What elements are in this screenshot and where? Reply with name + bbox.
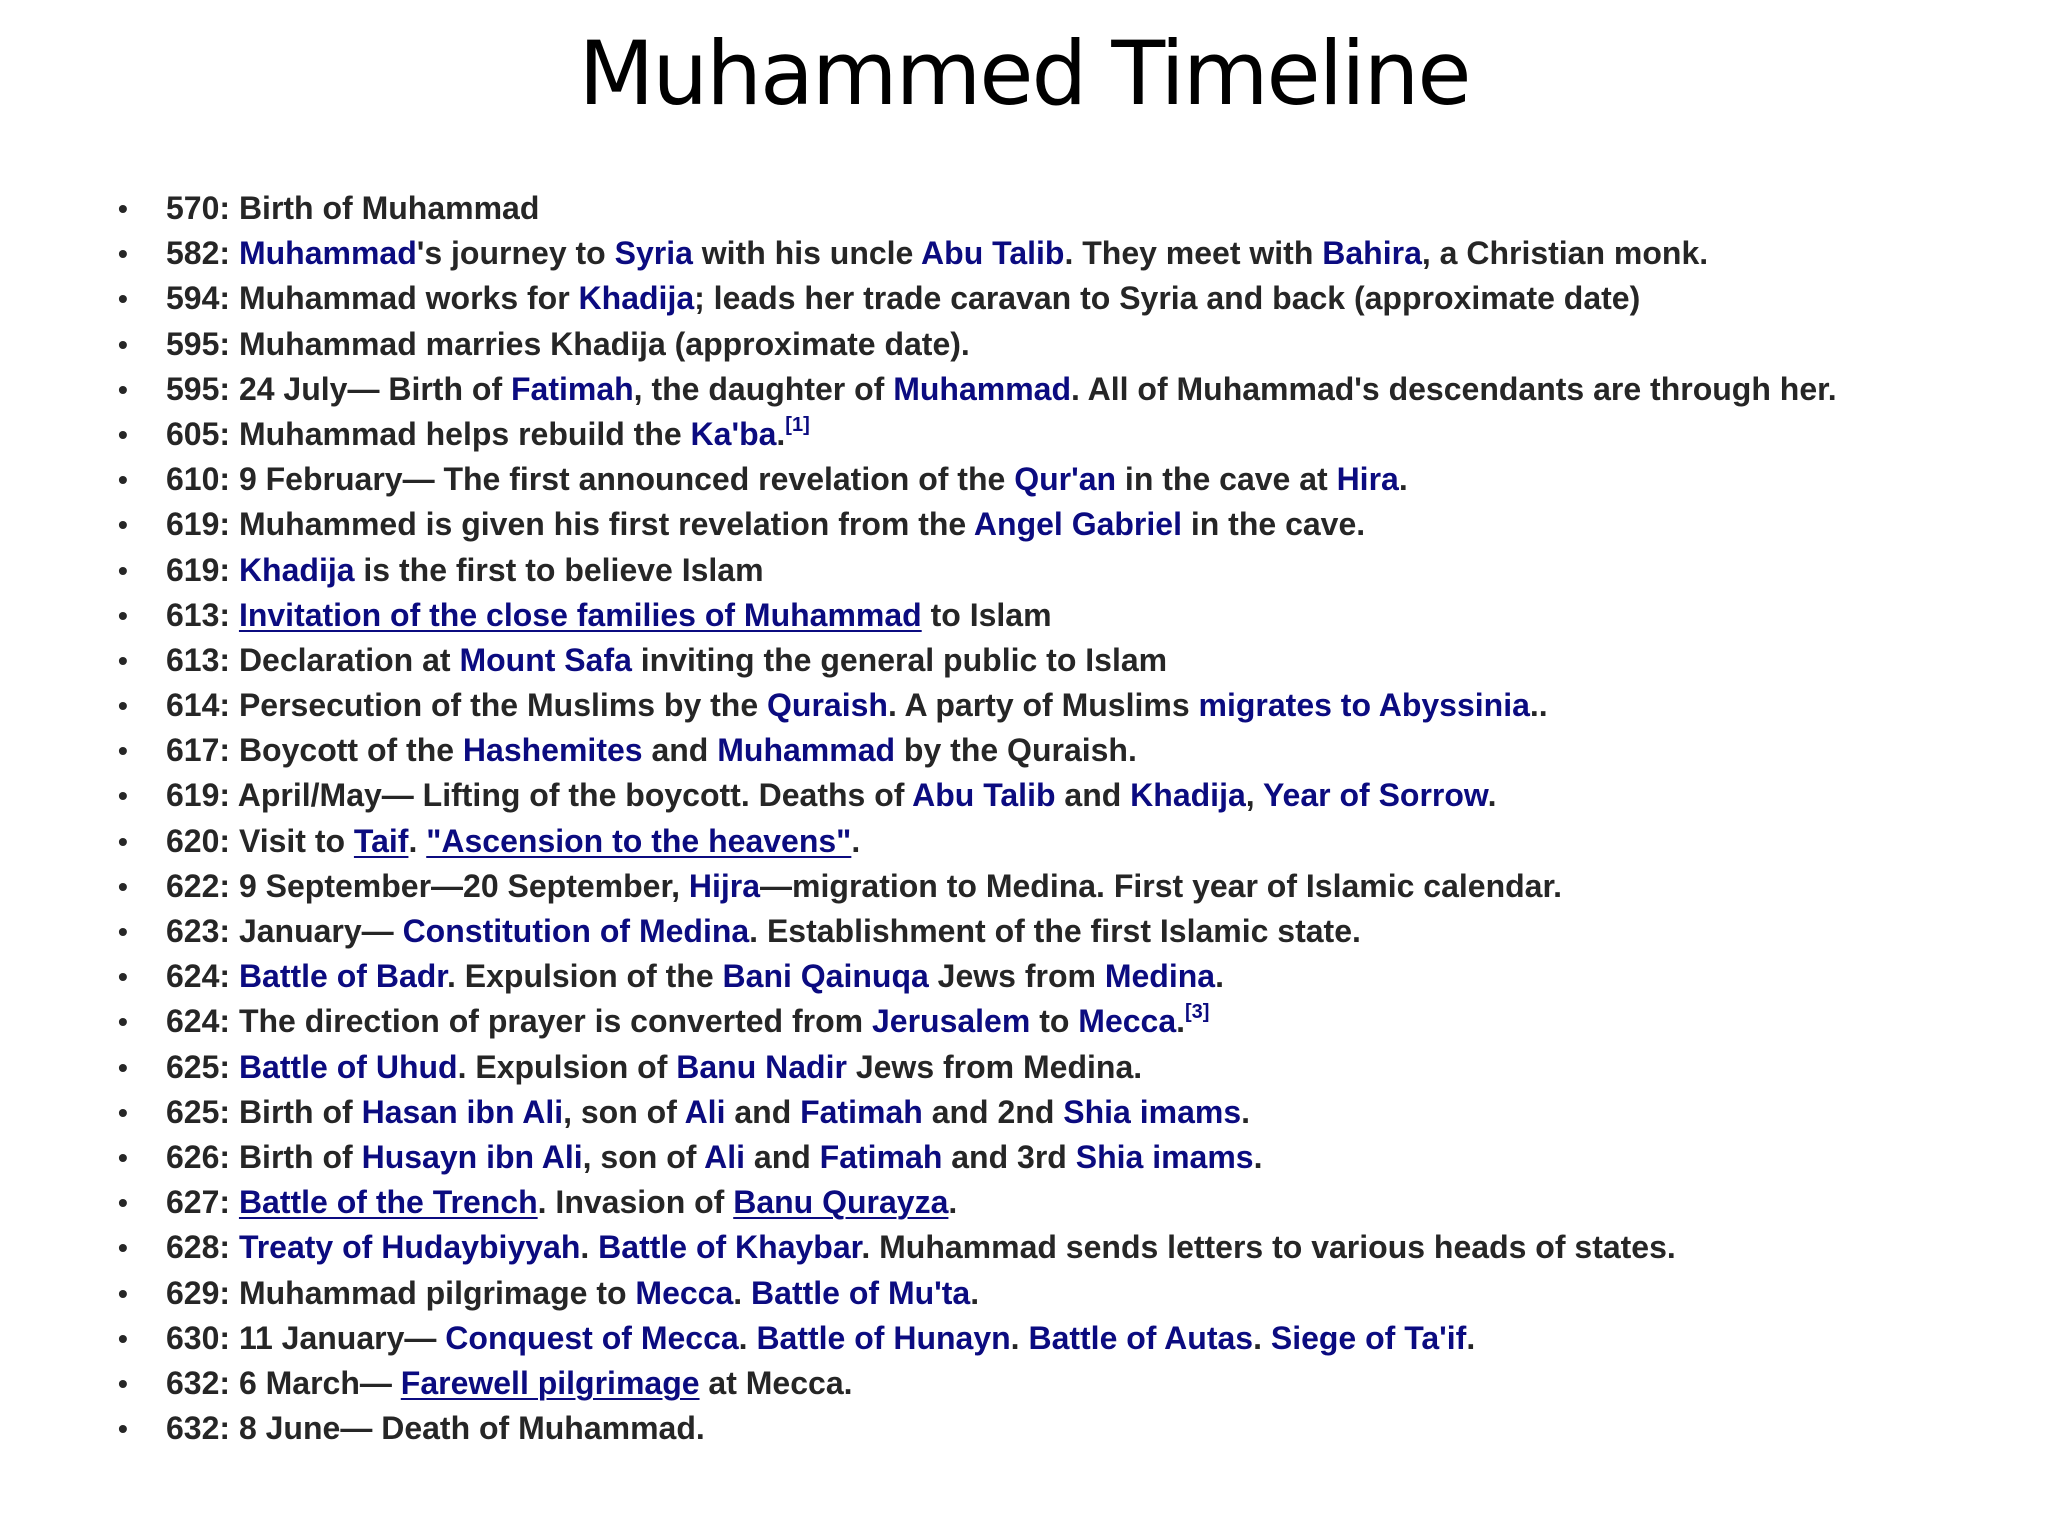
item-text: . [733, 1274, 752, 1311]
item-text: . [1010, 1319, 1029, 1356]
bullet-icon: • [118, 1187, 128, 1219]
bullet-icon: • [118, 193, 128, 224]
inline-link[interactable]: Battle of Khaybar [598, 1229, 862, 1266]
item-text: 629: Muhammad pilgrimage to [166, 1274, 636, 1311]
timeline-item [118, 593, 2028, 638]
item-text: . [1253, 1319, 1271, 1356]
item-text: . Invasion of [537, 1184, 734, 1221]
item-text: and [745, 1138, 820, 1175]
item-text: Jews from Medina. [846, 1048, 1143, 1085]
item-text: and [1055, 777, 1131, 814]
item-text: 594: Muhammad works for [166, 280, 579, 317]
item-text: . Expulsion of the [446, 958, 723, 995]
inline-link[interactable]: Khadija [238, 551, 355, 588]
inline-link[interactable]: Battle of Hunayn [756, 1319, 1011, 1356]
bullet-icon: • [118, 1413, 128, 1445]
citation-link[interactable]: [3] [1185, 1001, 1210, 1024]
inline-link[interactable]: Quraish [767, 687, 888, 724]
inline-link[interactable]: Mecca [635, 1274, 734, 1311]
item-text: 617: Boycott of the [166, 732, 463, 769]
timeline-item [118, 683, 2028, 728]
item-text: and [642, 732, 718, 769]
bullet-icon: • [118, 464, 128, 496]
inline-link[interactable]: Siege of Ta'if [1270, 1319, 1467, 1356]
inline-link[interactable]: Fatimah [819, 1138, 943, 1175]
bullet-icon: • [118, 1277, 128, 1309]
bullet-icon: • [118, 1006, 128, 1038]
item-text: in the cave at [1116, 461, 1337, 498]
item-text: inviting the general public to Islam [631, 641, 1168, 678]
item-text: . [738, 1319, 757, 1356]
timeline-item [118, 1406, 2028, 1451]
item-text: 628: [166, 1229, 239, 1266]
inline-link[interactable]: Syria [614, 235, 693, 272]
inline-link[interactable]: Shia imams [1075, 1138, 1254, 1175]
item-text: is the first to believe Islam [354, 551, 764, 588]
item-text: . They meet with [1064, 235, 1323, 272]
bullet-icon: • [118, 825, 128, 857]
item-text: by the Quraish. [895, 732, 1137, 769]
timeline-item [118, 773, 2028, 818]
timeline-item [118, 1135, 2028, 1180]
bullet-icon: • [118, 644, 128, 676]
inline-link-underlined[interactable]: Invitation of the close families of Muhammad [238, 596, 922, 633]
item-text: 595: Muhammad marries Khadija (approximate date). [166, 325, 970, 362]
inline-link[interactable]: Mount Safa [459, 641, 632, 678]
bullet-icon: • [118, 599, 128, 631]
inline-link[interactable]: Muhammad [893, 370, 1072, 407]
item-text: . [580, 1229, 599, 1266]
inline-link[interactable]: Muhammad [717, 732, 896, 769]
bullet-icon: • [118, 916, 128, 947]
item-text: . Muhammad sends letters to various heads of states. [861, 1229, 1676, 1266]
item-text: 632: 8 June— Death of Muhammad. [166, 1410, 705, 1447]
item-text: . [1487, 777, 1497, 814]
bullet-icon: • [118, 373, 128, 405]
inline-link[interactable]: Fatimah [800, 1093, 923, 1130]
item-text: 's journey to [416, 235, 615, 272]
item-text: 610: 9 February— The first announced revelation of the [166, 461, 1015, 498]
bullet-icon: • [118, 780, 128, 812]
item-text: 613: Declaration at [166, 641, 460, 678]
item-text: 625: Birth of [166, 1093, 362, 1130]
inline-link[interactable]: Medina [1104, 958, 1216, 995]
inline-link[interactable]: Mecca [1078, 1003, 1177, 1040]
bullet-icon: • [118, 1322, 128, 1354]
timeline-item [118, 322, 2028, 367]
inline-link[interactable]: Hashemites [462, 732, 643, 769]
item-text: with his uncle [692, 235, 922, 272]
item-text: 613: [166, 596, 239, 633]
item-text: . All of Muhammad's descendants are through her. [1071, 370, 1837, 407]
inline-link-underlined[interactable]: "Ascension to the heavens" [426, 822, 852, 859]
item-text: 614: Persecution of the Muslims by the [166, 687, 768, 724]
item-text: , son of [582, 1138, 705, 1175]
item-text: and [725, 1093, 801, 1130]
item-text: 582: [166, 235, 239, 272]
item-text: . [1253, 1138, 1263, 1175]
item-text: 605: Muhammad helps rebuild the [166, 415, 691, 452]
timeline-item [118, 1361, 2028, 1406]
inline-link[interactable]: Ali [684, 1093, 726, 1130]
bullet-icon: • [118, 238, 128, 270]
timeline-item [118, 1090, 2028, 1135]
inline-link-underlined[interactable]: Banu Qurayza [733, 1184, 949, 1221]
inline-link[interactable]: Muhammad [238, 235, 417, 272]
inline-link-underlined[interactable]: Farewell pilgrimage [400, 1364, 700, 1401]
item-text: . [1398, 461, 1408, 498]
item-text: . [776, 415, 786, 452]
item-text: .. [1529, 687, 1548, 724]
inline-link-underlined[interactable]: Battle of the Trench [238, 1184, 538, 1221]
bullet-icon: • [118, 870, 128, 902]
timeline-item [118, 231, 2028, 276]
item-text: 623: January— [166, 913, 403, 949]
bullet-icon: • [118, 1096, 128, 1128]
item-text: , son of [563, 1093, 685, 1130]
inline-link[interactable]: Battle of Mu'ta [751, 1274, 971, 1311]
inline-link[interactable]: Battle of Badr [238, 958, 447, 995]
item-text: 619: Muhammed is given his first revelation from the [166, 506, 974, 543]
item-text: 632: 6 March— [166, 1364, 401, 1401]
inline-link[interactable]: Abu Talib [921, 235, 1065, 272]
timeline-item [118, 1225, 2028, 1270]
timeline-item [118, 186, 2028, 231]
timeline-list [118, 186, 2028, 1451]
timeline-item [118, 457, 2028, 502]
bullet-icon: • [118, 509, 128, 541]
bullet-icon: • [118, 1051, 128, 1083]
timeline-item [118, 909, 2028, 954]
timeline-item [118, 999, 2028, 1044]
timeline-item [118, 1271, 2028, 1316]
item-text: 570: Birth of Muhammad [166, 190, 540, 226]
item-text: 595: 24 July— Birth of [166, 370, 511, 407]
item-text: and 2nd [922, 1093, 1064, 1130]
item-text: 624: [166, 958, 239, 995]
inline-link[interactable]: migrates to Abyssinia [1198, 687, 1530, 724]
timeline-item [118, 276, 2028, 321]
inline-link[interactable]: Abu Talib [912, 777, 1056, 814]
item-text: . [970, 1274, 980, 1311]
inline-link[interactable]: Treaty of Hudaybiyyah [238, 1229, 581, 1266]
inline-link[interactable]: Hasan ibn Ali [361, 1093, 564, 1130]
item-text: ; leads her trade caravan to Syria and back (approximate date) [694, 280, 1641, 317]
item-text: at Mecca. [699, 1364, 853, 1401]
item-text: 619: [166, 551, 239, 588]
inline-link[interactable]: Qur'an [1014, 461, 1117, 498]
timeline-item [118, 412, 2028, 457]
timeline-item [118, 864, 2028, 909]
citation-link[interactable]: [1] [785, 413, 810, 436]
inline-link[interactable]: Bani Qainuqa [722, 958, 929, 995]
inline-link[interactable]: Khadija [1130, 777, 1246, 814]
item-text: , [1245, 777, 1263, 814]
item-text: , a Christian monk. [1421, 235, 1709, 272]
inline-link[interactable]: Battle of Uhud [238, 1048, 458, 1085]
item-text: 626: Birth of [166, 1138, 362, 1175]
timeline-item [118, 1045, 2028, 1090]
bullet-icon: • [118, 554, 128, 586]
bullet-icon: • [118, 1232, 128, 1264]
inline-link[interactable]: Hira [1336, 461, 1399, 498]
bullet-icon: • [118, 1367, 128, 1399]
item-text: . [1215, 958, 1224, 995]
inline-link[interactable]: Khadija [578, 280, 695, 317]
timeline-item [118, 728, 2028, 773]
inline-link[interactable]: Constitution of Medina [402, 913, 750, 949]
timeline-item [118, 502, 2028, 547]
bullet-icon: • [118, 283, 128, 315]
bullet-icon: • [118, 1141, 128, 1173]
item-text: to Islam [921, 596, 1052, 633]
item-text: . [1466, 1319, 1476, 1356]
item-text: . [851, 822, 861, 859]
inline-link[interactable]: Husayn ibn Ali [361, 1138, 583, 1175]
item-text: 625: [166, 1048, 239, 1085]
item-text: in the cave. [1181, 506, 1366, 543]
timeline-item [118, 548, 2028, 593]
inline-link[interactable]: Ali [704, 1138, 745, 1175]
inline-link[interactable]: Jerusalem [871, 1003, 1031, 1040]
inline-link[interactable]: Bahira [1322, 235, 1422, 272]
item-text: Jews from [928, 958, 1105, 995]
bullet-icon: • [118, 418, 128, 450]
item-text: 622: 9 September—20 September, [166, 867, 689, 904]
item-text: 620: Visit to [166, 822, 354, 859]
page-title: Muhammed Timeline [578, 22, 1470, 125]
item-text: —migration to Medina. First year of Islamic calendar. [760, 867, 1563, 904]
inline-link[interactable]: Ka'ba [690, 415, 777, 452]
item-text: 630: 11 January— [166, 1319, 446, 1356]
item-text: to [1030, 1003, 1079, 1040]
item-text: and 3rd [942, 1138, 1076, 1175]
inline-link[interactable]: Battle of Autas [1028, 1319, 1254, 1356]
item-text: . [1241, 1093, 1251, 1130]
item-text: . Establishment of the first Islamic state. [749, 913, 1361, 949]
item-text: , the daughter of [633, 370, 894, 407]
item-text: . [948, 1184, 958, 1221]
item-text: . Expulsion of [457, 1048, 677, 1085]
inline-link[interactable]: Fatimah [510, 370, 634, 407]
bullet-icon: • [118, 735, 128, 767]
item-text: 619: April/May— Lifting of the boycott. Deaths of [166, 777, 913, 814]
bullet-icon: • [118, 690, 128, 722]
item-text: 624: The direction of prayer is converted from [166, 1003, 872, 1040]
item-text: . [408, 822, 427, 859]
bullet-icon: • [118, 961, 128, 993]
timeline-item [118, 819, 2028, 864]
item-text: . A party of Muslims [887, 687, 1199, 724]
item-text: 627: [166, 1184, 239, 1221]
timeline-item [118, 1180, 2028, 1225]
inline-link[interactable]: Year of Sorrow [1262, 777, 1488, 814]
timeline-item [118, 1316, 2028, 1361]
item-text: . [1176, 1003, 1186, 1040]
inline-link[interactable]: Angel Gabriel [973, 506, 1182, 543]
timeline-item [118, 367, 2028, 412]
timeline-item [118, 638, 2028, 683]
inline-link[interactable]: Conquest of Mecca [445, 1319, 739, 1356]
inline-link-underlined[interactable]: Taif [353, 822, 409, 859]
bullet-icon: • [118, 328, 128, 360]
inline-link[interactable]: Banu Nadir [676, 1048, 847, 1085]
inline-link[interactable]: Shia imams [1063, 1093, 1242, 1130]
inline-link[interactable]: Hijra [688, 867, 761, 904]
timeline-item [118, 954, 2028, 999]
